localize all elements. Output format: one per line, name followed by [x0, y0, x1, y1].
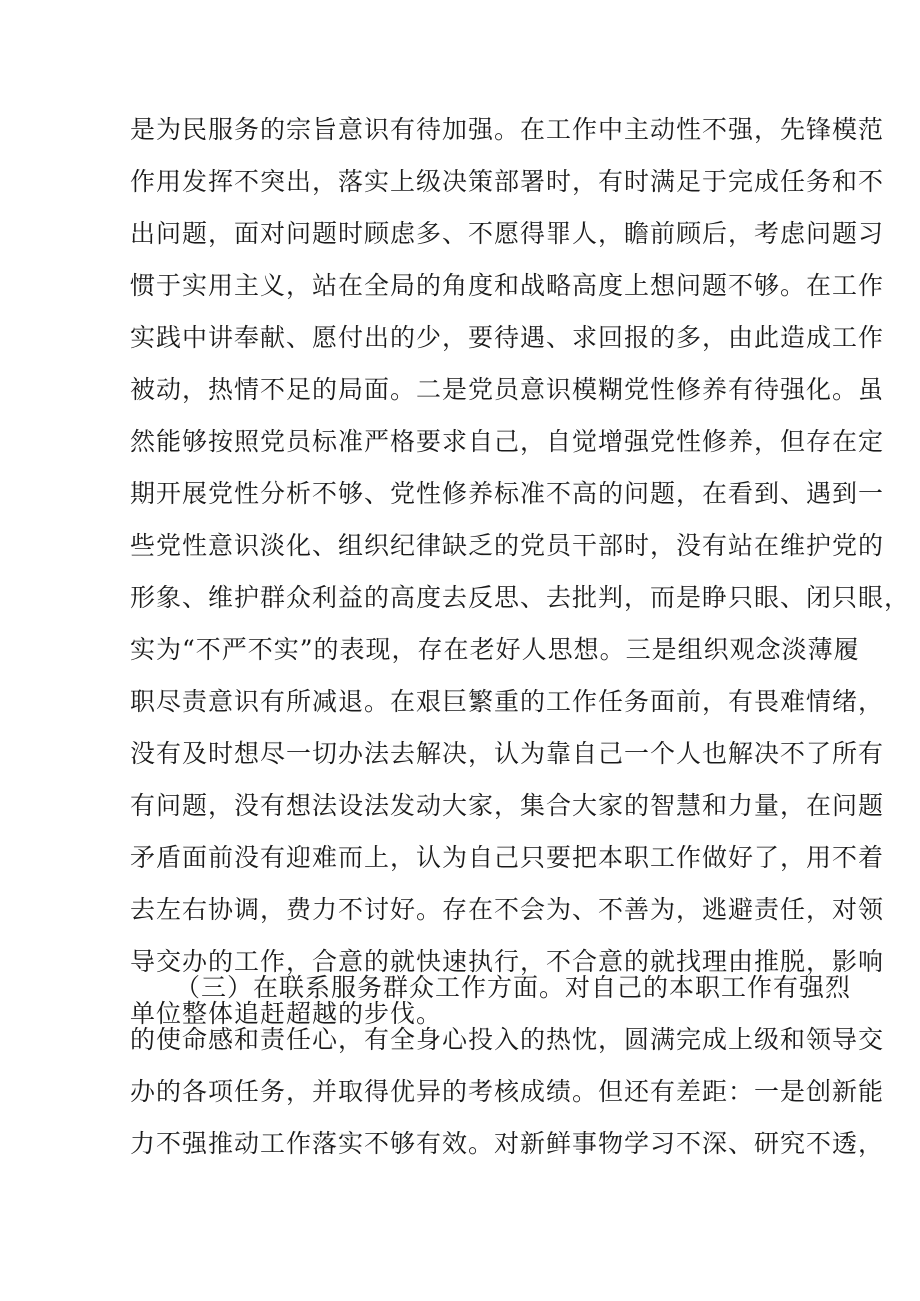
- text-line: 然能够按照党员标准严格要求自己，自觉增强党性修养，但存在定: [130, 427, 885, 456]
- text-line: 导交办的工作，合意的就快速执行，不合意的就找理由推脱，影响: [130, 947, 885, 976]
- text-line: 惯于实用主义，站在全局的角度和战略高度上想问题不够。在工作: [130, 271, 885, 300]
- text-line: 些党性意识淡化、组织纪律缺乏的党员干部时，没有站在维护党的: [130, 531, 885, 560]
- text-line: 单位整体追赶超越的步伐。: [130, 999, 443, 1028]
- text-line: 去左右协调，费力不讨好。存在不会为、不善为，逃避责任，对领: [130, 895, 885, 924]
- text-line: 的使命感和责任心，有全身心投入的热忱，圆满完成上级和领导交: [130, 1025, 885, 1054]
- text-line: 没有及时想尽一切办法去解决，认为靠自己一个人也解决不了所有: [130, 739, 885, 768]
- text-line: 作用发挥不突出，落实上级决策部署时，有时满足于完成任务和不: [130, 167, 885, 196]
- text-line: 被动，热情不足的局面。二是党员意识模糊党性修养有待强化。虽: [130, 375, 885, 404]
- text-line: 期开展党性分析不够、党性修养标准不高的问题，在看到、遇到一: [130, 479, 885, 508]
- text-line: 有问题，没有想法设法发动大家，集合大家的智慧和力量，在问题: [130, 791, 885, 820]
- section-heading-line: （三）在联系服务群众工作方面。对自己的本职工作有强烈: [175, 973, 852, 1002]
- text-line: 出问题，面对问题时顾虑多、不愿得罪人，瞻前顾后，考虑问题习: [130, 219, 885, 248]
- text-line: 力不强推动工作落实不够有效。对新鲜事物学习不深、研究不透，: [130, 1129, 885, 1158]
- text-line: 是为民服务的宗旨意识有待加强。在工作中主动性不强，先锋模范: [130, 115, 885, 144]
- text-line: 办的各项任务，并取得优异的考核成绩。但还有差距：一是创新能: [130, 1077, 885, 1106]
- text-line: 形象、维护群众利益的高度去反思、去批判，而是睁只眼、闭只眼，: [130, 583, 911, 612]
- text-line: 实践中讲奉献、愿付出的少，要待遇、求回报的多，由此造成工作: [130, 323, 885, 352]
- text-line: 实为“不严不实”的表现，存在老好人思想。三是组织观念淡薄履: [130, 635, 860, 664]
- text-line: 矛盾面前没有迎难而上，认为自己只要把本职工作做好了，用不着: [130, 843, 885, 872]
- text-line: 职尽责意识有所减退。在艰巨繁重的工作任务面前，有畏难情绪，: [130, 687, 885, 716]
- paragraph-section-three: [130, 962, 885, 1170]
